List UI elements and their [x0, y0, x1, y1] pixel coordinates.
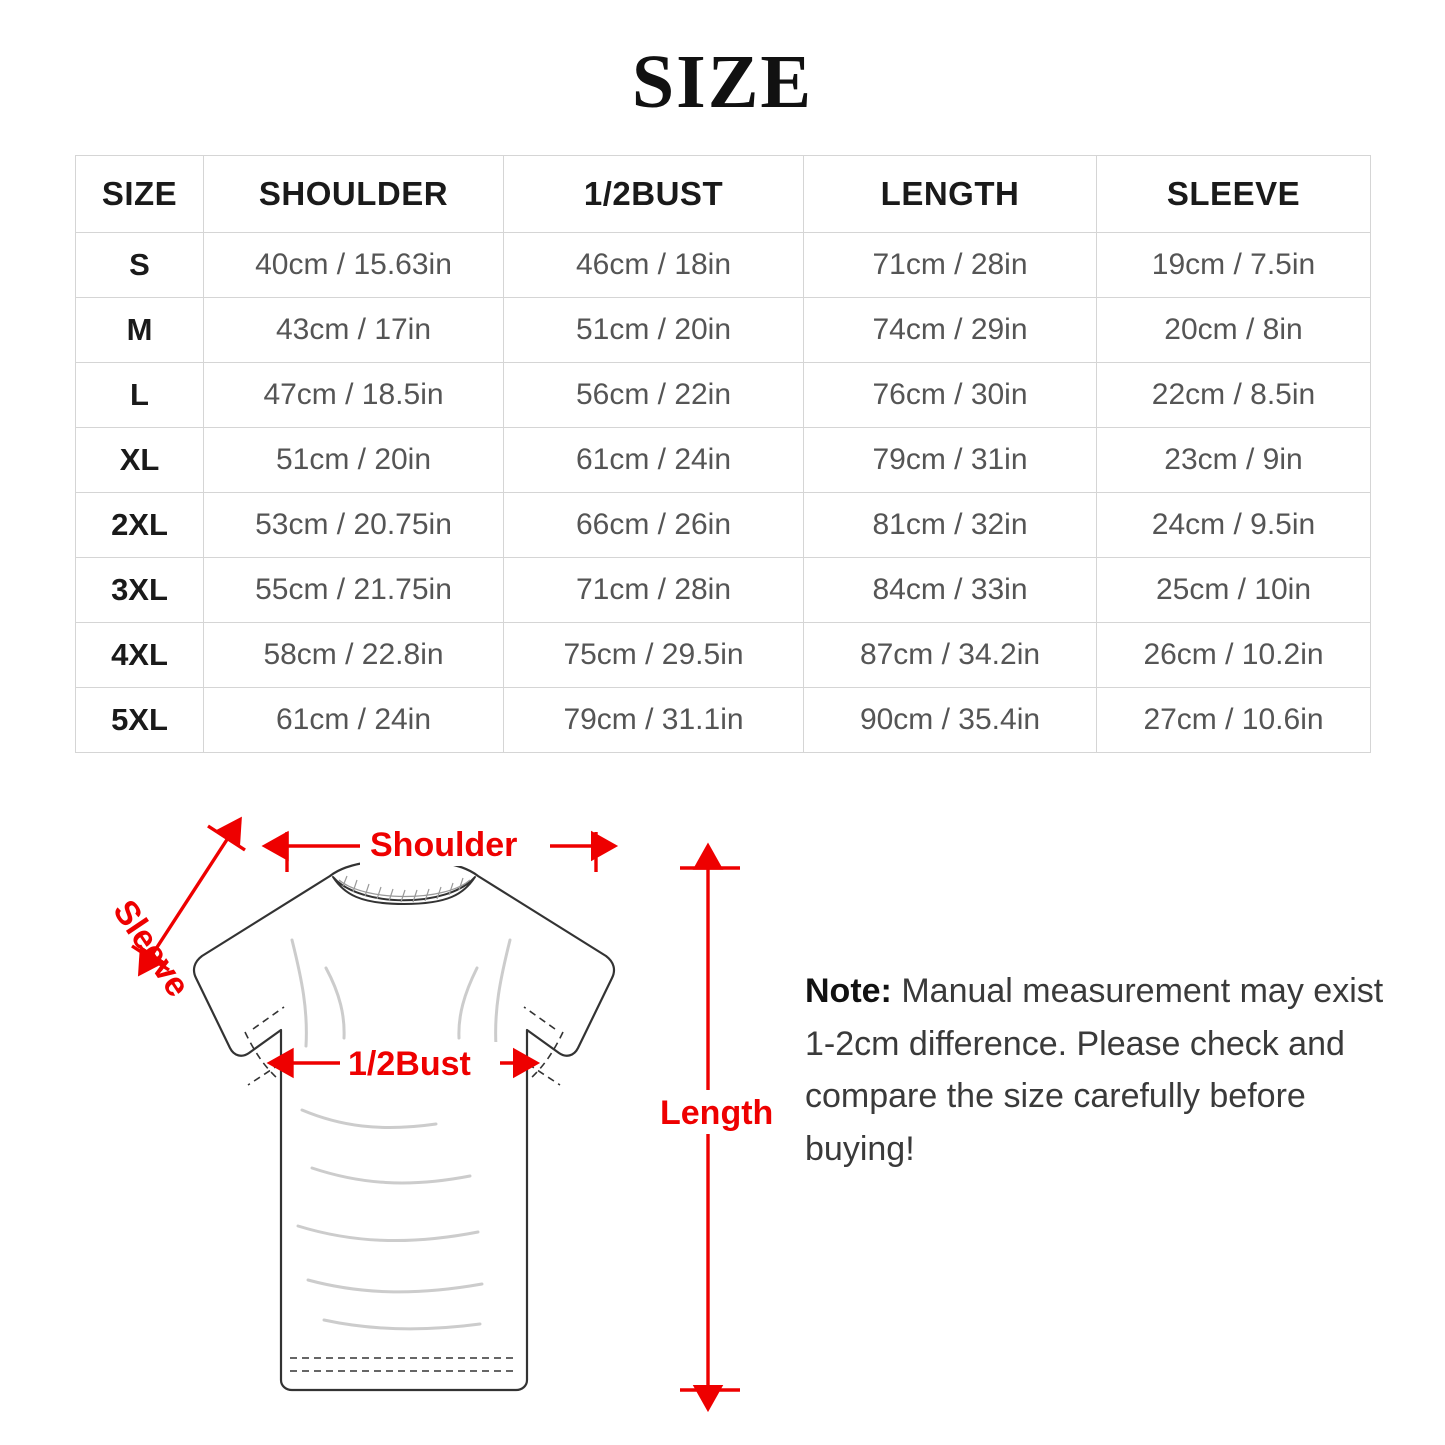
cell-bust: 56cm / 22in: [504, 363, 804, 428]
table-row: [76, 363, 1371, 428]
cell-bust: 61cm / 24in: [504, 428, 804, 493]
cell-bust: 71cm / 28in: [504, 558, 804, 623]
column-header-size: SIZE: [76, 156, 204, 233]
cell-sleeve: 25cm / 10in: [1097, 558, 1371, 623]
cell-shoulder: 43cm / 17in: [204, 298, 504, 363]
cell-shoulder: 58cm / 22.8in: [204, 623, 504, 688]
cell-bust: 46cm / 18in: [504, 233, 804, 298]
size-chart-table: [75, 155, 1370, 753]
cell-bust: 75cm / 29.5in: [504, 623, 804, 688]
cell-sleeve: 23cm / 9in: [1097, 428, 1371, 493]
cell-length: 74cm / 29in: [804, 298, 1097, 363]
cell-sleeve: 26cm / 10.2in: [1097, 623, 1371, 688]
cell-bust: 66cm / 26in: [504, 493, 804, 558]
column-header-shoulder: SHOULDER: [204, 156, 504, 233]
page-title: SIZE: [631, 40, 814, 124]
column-header-bust: 1/2BUST: [504, 156, 804, 233]
table-row: [76, 493, 1371, 558]
cell-size: S: [76, 233, 204, 298]
table-row: [76, 558, 1371, 623]
table-row: [76, 233, 1371, 298]
table-header-row: [76, 156, 1371, 233]
cell-sleeve: 20cm / 8in: [1097, 298, 1371, 363]
cell-size: XL: [76, 428, 204, 493]
note-label: Note:: [805, 972, 892, 1010]
cell-bust: 51cm / 20in: [504, 298, 804, 363]
bust-label: 1/2Bust: [348, 1045, 471, 1083]
cell-length: 76cm / 30in: [804, 363, 1097, 428]
column-header-sleeve: SLEEVE: [1097, 156, 1371, 233]
cell-bust: 79cm / 31.1in: [504, 688, 804, 753]
cell-length: 90cm / 35.4in: [804, 688, 1097, 753]
cell-shoulder: 51cm / 20in: [204, 428, 504, 493]
cell-length: 87cm / 34.2in: [804, 623, 1097, 688]
cell-length: 79cm / 31in: [804, 428, 1097, 493]
column-header-length: LENGTH: [804, 156, 1097, 233]
table-row: [76, 688, 1371, 753]
cell-size: 3XL: [76, 558, 204, 623]
cell-shoulder: 40cm / 15.63in: [204, 233, 504, 298]
cell-sleeve: 19cm / 7.5in: [1097, 233, 1371, 298]
cell-sleeve: 24cm / 9.5in: [1097, 493, 1371, 558]
length-measure: [654, 868, 773, 1390]
shoulder-label: Shoulder: [370, 826, 518, 864]
cell-length: 81cm / 32in: [804, 493, 1097, 558]
cell-length: 84cm / 33in: [804, 558, 1097, 623]
cell-shoulder: 53cm / 20.75in: [204, 493, 504, 558]
sleeve-label: Sleeve: [105, 893, 198, 1004]
shoulder-measure: [287, 824, 596, 872]
cell-length: 71cm / 28in: [804, 233, 1097, 298]
cell-shoulder: 55cm / 21.75in: [204, 558, 504, 623]
cell-size: 4XL: [76, 623, 204, 688]
cell-shoulder: 61cm / 24in: [204, 688, 504, 753]
cell-shoulder: 47cm / 18.5in: [204, 363, 504, 428]
measurement-diagram: [40, 780, 780, 1420]
note-text: Manual measurement may exist 1-2cm difference. Please check and compare the size carefully before buying!: [805, 972, 1384, 1169]
table-row: [76, 298, 1371, 363]
cell-size: 2XL: [76, 493, 204, 558]
cell-sleeve: 27cm / 10.6in: [1097, 688, 1371, 753]
cell-size: 5XL: [76, 688, 204, 753]
table-row: [76, 428, 1371, 493]
cell-sleeve: 22cm / 8.5in: [1097, 363, 1371, 428]
table-row: [76, 623, 1371, 688]
length-label: Length: [660, 1094, 774, 1132]
cell-size: M: [76, 298, 204, 363]
cell-size: L: [76, 363, 204, 428]
note-block: [805, 965, 1385, 1176]
